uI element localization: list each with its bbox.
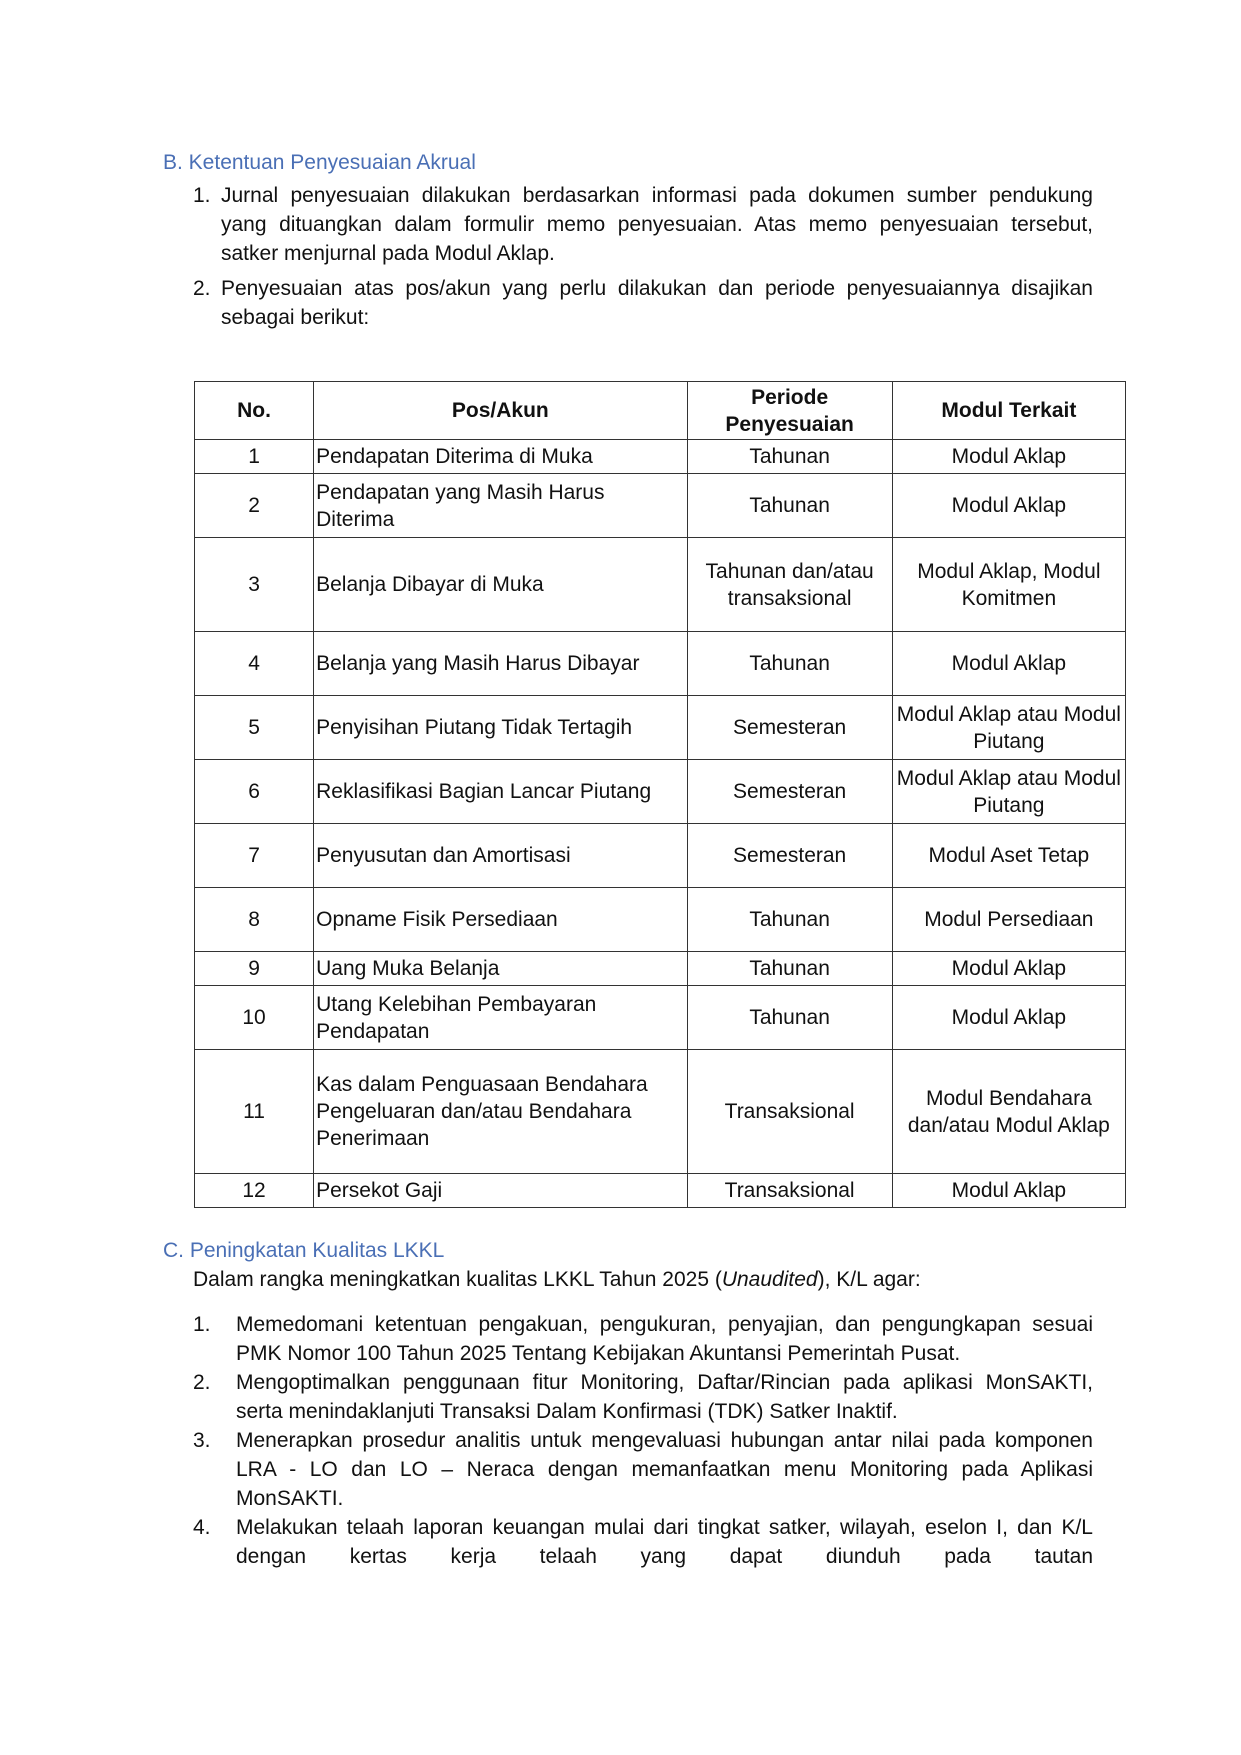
cell-modul: Modul Aklap [892,440,1125,474]
section-b-item [193,274,1093,332]
cell-no: 12 [195,1174,314,1208]
cell-pos-akun: Utang Kelebihan Pembayaran Pendapatan [314,986,687,1050]
cell-periode: Semesteran [687,760,892,824]
cell-pos-akun: Uang Muka Belanja [314,952,687,986]
cell-periode: Tahunan dan/atau transaksional [687,538,892,632]
table-row [195,888,1126,952]
cell-pos-akun: Opname Fisik Persediaan [314,888,687,952]
cell-modul: Modul Aklap [892,952,1125,986]
section-c-item [193,1368,1093,1426]
cell-no: 11 [195,1050,314,1174]
table-row [195,440,1126,474]
cell-periode: Semesteran [687,696,892,760]
table-row [195,474,1126,538]
header-modul: Modul Terkait [892,382,1125,440]
cell-modul: Modul Aklap atau Modul Piutang [892,696,1125,760]
cell-no: 8 [195,888,314,952]
cell-pos-akun: Reklasifikasi Bagian Lancar Piutang [314,760,687,824]
cell-periode: Tahunan [687,888,892,952]
cell-no: 2 [195,474,314,538]
item-text: Jurnal penyesuaian dilakukan berdasarkan informasi pada dokumen sumber pendukung yang dituangkan dalam formulir memo penyesuaian. Atas memo penyesuaian tersebut, satker menjurnal pada Modul Aklap. [221,184,1093,265]
table-row [195,952,1126,986]
item-text: Penyesuaian atas pos/akun yang perlu dilakukan dan periode penyesuaiannya disajikan sebagai berikut: [221,277,1093,329]
item-number: 1. [193,1313,211,1336]
cell-no: 3 [195,538,314,632]
cell-pos-akun: Belanja Dibayar di Muka [314,538,687,632]
cell-pos-akun: Penyisihan Piutang Tidak Tertagih [314,696,687,760]
cell-modul: Modul Aklap atau Modul Piutang [892,760,1125,824]
item-text: Menerapkan prosedur analitis untuk mengevaluasi hubungan antar nilai pada komponen LRA - LO dan LO – Neraca dengan memanfaatkan menu Monitoring pada Aplikasi MonSAKTI. [236,1429,1093,1510]
section-b-list [193,181,1093,332]
cell-pos-akun: Pendapatan yang Masih Harus Diterima [314,474,687,538]
section-b-heading: B. Ketentuan Penyesuaian Akrual [163,151,476,174]
intro-text: Dalam rangka meningkatkan kualitas LKKL Tahun 2025 ( [193,1268,722,1291]
table-row [195,824,1126,888]
section-c-item [193,1513,1093,1571]
section-b-item [193,181,1093,268]
cell-modul: Modul Aklap [892,474,1125,538]
table-row [195,1050,1126,1174]
item-text: Memedomani ketentuan pengakuan, pengukuran, penyajian, dan pengungkapan sesuai PMK Nomor 100 Tahun 2025 Tentang Kebijakan Akuntansi Pemerintah Pusat. [236,1313,1093,1365]
cell-modul: Modul Persediaan [892,888,1125,952]
table-body [195,440,1126,1208]
cell-periode: Tahunan [687,952,892,986]
cell-periode: Tahunan [687,986,892,1050]
table-row [195,538,1126,632]
item-number: 1. [193,184,211,207]
cell-pos-akun: Kas dalam Penguasaan Bendahara Pengeluaran dan/atau Bendahara Penerimaan [314,1050,687,1174]
table-row [195,986,1126,1050]
header-pos-akun: Pos/Akun [314,382,687,440]
cell-pos-akun: Pendapatan Diterima di Muka [314,440,687,474]
cell-modul: Modul Bendahara dan/atau Modul Aklap [892,1050,1125,1174]
header-periode: Periode Penyesuaian [687,382,892,440]
cell-periode: Tahunan [687,474,892,538]
item-text: Melakukan telaah laporan keuangan mulai dari tingkat satker, wilayah, eselon I, dan K/L dengan kertas kerja telaah yang dapat diunduh pada tautan [236,1516,1093,1568]
intro-italic: Unaudited [721,1268,818,1291]
cell-modul: Modul Aklap, Modul Komitmen [892,538,1125,632]
cell-modul: Modul Aklap [892,1174,1125,1208]
adjustment-table [194,381,1126,1208]
section-c-heading: C. Peningkatan Kualitas LKKL [163,1239,445,1262]
cell-periode: Tahunan [687,440,892,474]
section-c-item [193,1310,1093,1368]
table-row [195,1174,1126,1208]
cell-no: 10 [195,986,314,1050]
table-header-row [195,382,1126,440]
table-row [195,696,1126,760]
cell-periode: Semesteran [687,824,892,888]
item-text: Mengoptimalkan penggunaan fitur Monitoring, Daftar/Rincian pada aplikasi MonSAKTI, serta menindaklanjuti Transaksi Dalam Konfirmasi (TDK) Satker Inaktif. [236,1371,1093,1423]
table-row [195,632,1126,696]
cell-periode: Transaksional [687,1174,892,1208]
cell-pos-akun: Belanja yang Masih Harus Dibayar [314,632,687,696]
cell-no: 4 [195,632,314,696]
item-number: 3. [193,1429,211,1452]
item-number: 2. [193,1371,211,1394]
header-no: No. [195,382,314,440]
section-c-list [193,1310,1093,1571]
cell-modul: Modul Aklap [892,632,1125,696]
cell-no: 6 [195,760,314,824]
item-number: 2. [193,277,211,300]
cell-periode: Transaksional [687,1050,892,1174]
cell-pos-akun: Persekot Gaji [314,1174,687,1208]
cell-periode: Tahunan [687,632,892,696]
cell-modul: Modul Aklap [892,986,1125,1050]
section-c-item [193,1426,1093,1513]
item-number: 4. [193,1516,211,1539]
section-c-intro [193,1265,921,1294]
cell-no: 5 [195,696,314,760]
cell-modul: Modul Aset Tetap [892,824,1125,888]
cell-no: 7 [195,824,314,888]
cell-no: 1 [195,440,314,474]
cell-pos-akun: Penyusutan dan Amortisasi [314,824,687,888]
cell-no: 9 [195,952,314,986]
table-row [195,760,1126,824]
intro-text-end: ), K/L agar: [817,1268,921,1291]
